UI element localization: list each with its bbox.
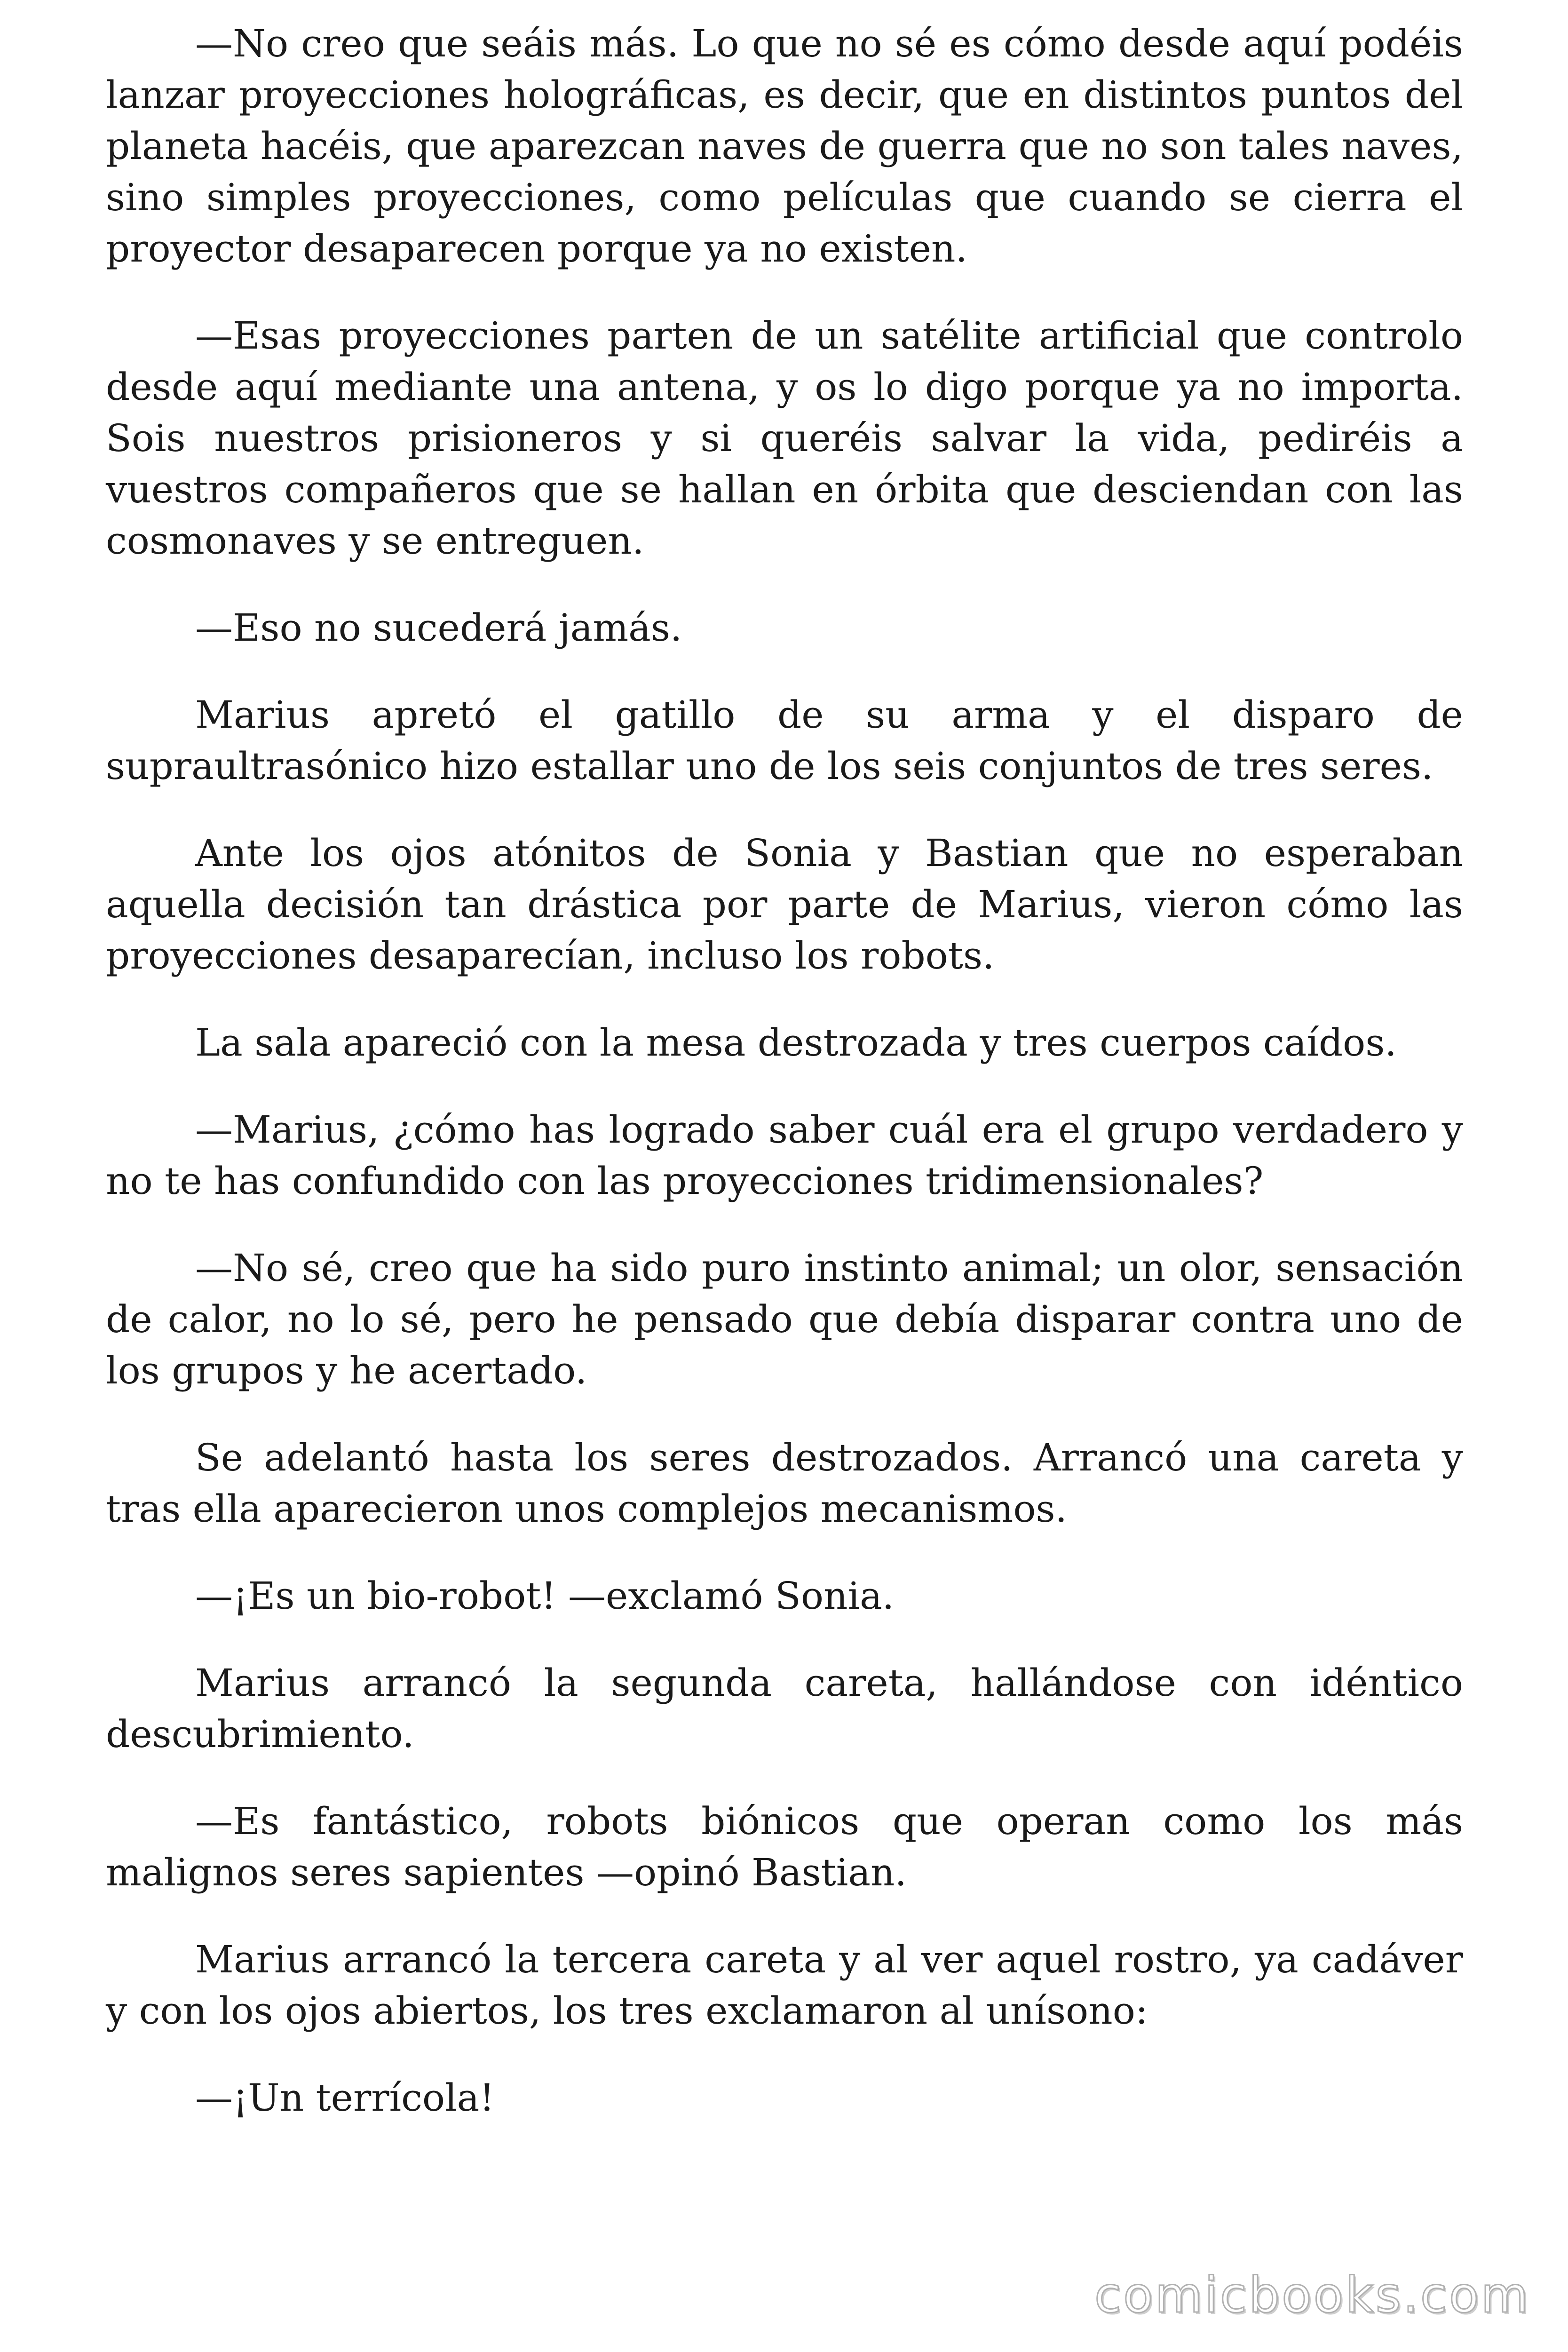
paragraph: —Marius, ¿cómo has logrado saber cuál era el grupo verdadero y no te has confundido con las proyecciones tridimensionales? bbox=[106, 1108, 1463, 1203]
paragraph: Se adelantó hasta los seres destrozados. Arrancó una careta y tras ella aparecieron unos complejos mecanismos. bbox=[106, 1436, 1463, 1531]
paragraph: —Esas proyecciones parten de un satélite artificial que controlo desde aquí mediante una antena, y os lo digo porque ya no importa. Sois nuestros prisioneros y si queréis salvar la vida, pediréis a vuestros compañeros que se hallan en órbita que desciendan con las cosmonaves y se entreguen. bbox=[106, 314, 1463, 563]
paragraph: —No creo que seáis más. Lo que no sé es cómo desde aquí podéis lanzar proyecciones holográficas, es decir, que en distintos puntos del planeta hacéis, que aparezcan naves de guerra que no son tales naves, sino simples proyecciones, como películas que cuando se cierra el proyector desaparecen porque ya no existen. bbox=[106, 22, 1463, 270]
paragraph: La sala apareció con la mesa destrozada y tres cuerpos caídos. bbox=[195, 1021, 1397, 1065]
paragraph: Ante los ojos atónitos de Sonia y Bastian que no esperaban aquella decisión tan drástica por parte de Marius, vieron cómo las proyecciones desaparecían, incluso los robots. bbox=[106, 831, 1463, 977]
paragraph: Marius arrancó la segunda careta, hallándose con idéntico descubrimiento. bbox=[106, 1661, 1463, 1756]
paragraph: Marius apretó el gatillo de su arma y el disparo de supraultrasónico hizo estallar uno de los seis conjuntos de tres seres. bbox=[106, 693, 1463, 788]
paragraph: Marius arrancó la tercera careta y al ver aquel rostro, ya cadáver y con los ojos abiertos, los tres exclamaron al unísono: bbox=[106, 1938, 1463, 2033]
watermark: comicbooks.com bbox=[1094, 2266, 1530, 2324]
paragraph: —Es fantástico, robots biónicos que operan como los más malignos seres sapientes —opinó Bastian. bbox=[106, 1799, 1463, 1894]
paragraph: —Eso no sucederá jamás. bbox=[195, 606, 682, 650]
paragraph: —No sé, creo que ha sido puro instinto animal; un olor, sensación de calor, no lo sé, pero he pensado que debía disparar contra uno de los grupos y he acertado. bbox=[106, 1246, 1463, 1392]
text-column bbox=[106, 18, 1463, 2159]
paragraph: —¡Un terrícola! bbox=[195, 2076, 495, 2120]
paragraph: —¡Es un bio-robot! —exclamó Sonia. bbox=[195, 1574, 895, 1618]
